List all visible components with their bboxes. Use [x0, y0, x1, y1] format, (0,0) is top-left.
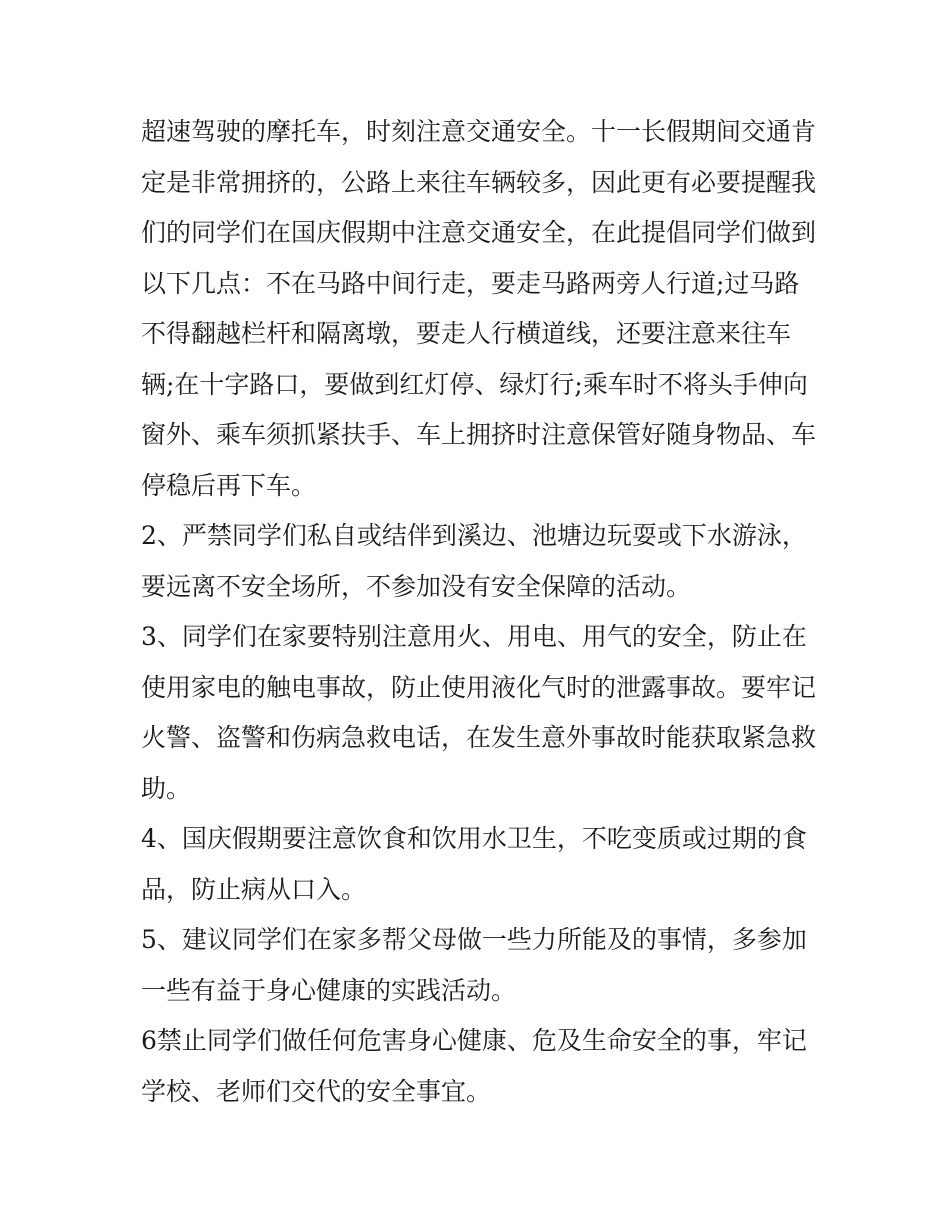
paragraph-item-4-food-safety [141, 814, 813, 915]
text-line: 不得翻越栏杆和隔离墩，要走人行横道线，还要注意来往车 [141, 319, 792, 348]
text-line: 助。 [141, 773, 192, 803]
text-line: 5、建议同学们在家多帮父母做一些力所能及的事情，多参加 [141, 925, 807, 954]
paragraph-item-3-home-safety [141, 612, 817, 814]
text-line: 4、国庆假期要注意饮食和饮用水卫生，不吃变质或过期的食 [141, 824, 807, 853]
paragraph-item-6-prohibitions [141, 1016, 813, 1117]
text-line: 使用家电的触电事故，防止使用液化气时的泄露事故。要牢记 [141, 672, 817, 702]
text-line: 火警、盗警和伤病急救电话，在发生意外事故时能获取紧急救 [141, 723, 817, 752]
text-line: 要远离不安全场所，不参加没有安全保障的活动。 [141, 571, 692, 601]
text-line: 定是非常拥挤的，公路上来往车辆较多，因此更有必要提醒我 [141, 167, 817, 197]
document-body [141, 107, 817, 1117]
text-line: 们的同学们在国庆假期中注意交通安全，在此提倡同学们做到 [141, 218, 817, 247]
paragraph-item-2-water-safety [141, 511, 813, 612]
text-line: 学校、老师们交代的安全事宜。 [141, 1076, 492, 1106]
text-line: 品，防止病从口入。 [141, 874, 367, 904]
text-line: 2、严禁同学们私自或结伴到溪边、池塘边玩耍或下水游泳， [141, 521, 807, 550]
text-line: 停稳后再下车。 [141, 470, 317, 500]
text-line: 辆;在十字路口，要做到红灯停、绿灯行;乘车时不将头手伸向 [141, 369, 808, 399]
paragraph-item-5-help-parents [141, 915, 813, 1016]
text-line: 6禁止同学们做任何危害身心健康、危及生命安全的事，牢记 [141, 1026, 807, 1055]
text-line: 以下几点：不在马路中间行走，要走马路两旁人行道;过马路 [141, 268, 800, 298]
text-line: 超速驾驶的摩托车，时刻注意交通安全。十一长假期间交通肯 [141, 117, 817, 146]
text-line: 窗外、乘车须抓紧扶手、车上拥挤时注意保管好随身物品、车 [141, 420, 817, 449]
text-line: 一些有益于身心健康的实践活动。 [141, 975, 517, 1005]
paragraph-traffic-safety [141, 107, 817, 511]
text-line: 3、同学们在家要特别注意用火、用电、用气的安全，防止在 [141, 622, 807, 651]
